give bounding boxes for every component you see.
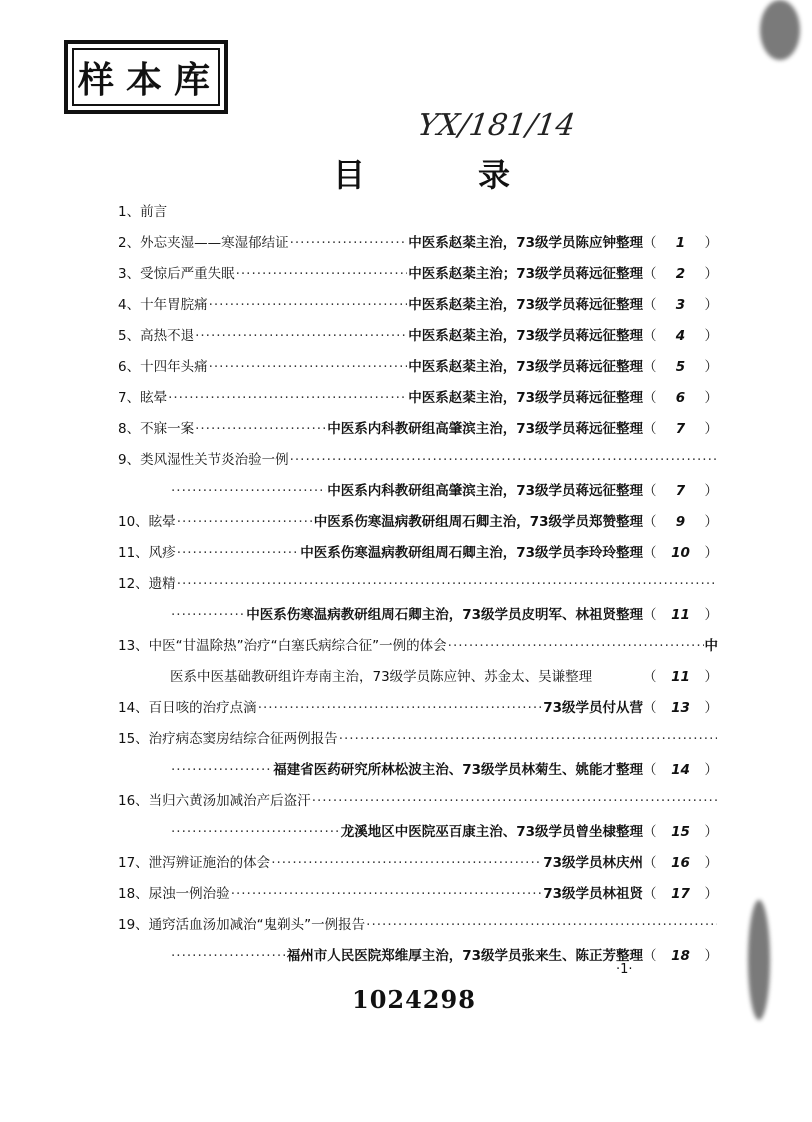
- toc-page-ref: （ 4 ）: [643, 328, 718, 344]
- dot-leader: [171, 607, 245, 623]
- page-number-ref: 16: [671, 855, 690, 871]
- toc-entry: [118, 665, 718, 696]
- toc-entry-credit: 73级学员林庆州: [543, 855, 643, 871]
- toc-entry-title: 1、前言: [118, 204, 168, 220]
- toc-entry-credit: 中医系内科教研组高肇滨主治，73级学员蒋远征整理: [327, 421, 643, 437]
- dot-leader: [448, 638, 704, 654]
- dot-leader: [290, 235, 408, 251]
- toc-entry-title: 5、高热不退: [118, 328, 195, 344]
- toc-entry-title: 14、百日咳的治疗点滴: [118, 700, 257, 716]
- page-number-ref: 11: [671, 607, 690, 623]
- toc-entry-credit: 中医系赵棻主治；73级学员蒋远征整理: [408, 266, 643, 282]
- dot-leader: [171, 483, 326, 499]
- page-number-ref: 17: [671, 886, 690, 902]
- page-title-char: 录: [478, 156, 511, 194]
- toc-page-ref: （ 13 ）: [643, 700, 718, 716]
- toc-entry-title: 19、通窍活血汤加减治“鬼剃头”一例报告: [118, 917, 366, 933]
- dot-leader: [258, 700, 543, 716]
- toc-entry-title: 9、类风湿性关节炎治验一例: [118, 452, 289, 468]
- toc-entry-credit: 福建省医药研究所林松波主治、73级学员林菊生、姚能才整理: [273, 762, 643, 778]
- page-number-ref: 14: [671, 762, 690, 778]
- dot-leader: [339, 731, 717, 747]
- scan-smudge: [760, 0, 800, 60]
- page-number-ref: 15: [671, 824, 690, 840]
- toc-page-ref: （ 16 ）: [643, 855, 718, 871]
- toc-entry: [118, 510, 718, 541]
- toc-page-ref: （ 15 ）: [643, 824, 718, 840]
- toc-entry: [118, 386, 718, 417]
- toc-entry: [118, 572, 718, 603]
- toc-page-ref: （ 17 ）: [643, 886, 718, 902]
- toc-entry-credit: 中医系赵棻主治，73级学员蒋远征整理: [408, 359, 643, 375]
- stamp-char: 本: [125, 59, 166, 101]
- dot-leader: [195, 421, 326, 437]
- page-number-ref: 1: [675, 235, 686, 251]
- toc-entry: [118, 851, 718, 882]
- library-sample-stamp: [64, 40, 228, 114]
- dot-leader: [171, 824, 340, 840]
- toc-entry-credit: 福州市人民医院郑维厚主治，73级学员张来生、陈正芳整理: [286, 948, 643, 964]
- toc-entry: [118, 355, 718, 386]
- toc-entry-title: 17、泄泻辨证施治的体会: [118, 855, 271, 871]
- toc-entry: [118, 324, 718, 355]
- toc-entry-title: 12、遗精: [118, 576, 176, 592]
- toc-page-ref: （ 9 ）: [643, 514, 718, 530]
- toc-page-ref: （ 6 ）: [643, 390, 718, 406]
- dot-leader: [271, 855, 542, 871]
- dot-leader: [209, 359, 408, 375]
- toc-entry-credit: 73级学员付从营: [543, 700, 643, 716]
- toc-entry: [118, 262, 718, 293]
- dot-leader: [168, 390, 407, 406]
- page-number-ref: 6: [675, 390, 686, 406]
- toc-entry-title: 11、风疹: [118, 545, 176, 561]
- document-code: 1024298: [352, 985, 476, 1014]
- page-title-char: 目: [333, 156, 366, 194]
- toc-entry: [118, 417, 718, 448]
- toc-entry-credit: 中医系内科教研组高肇滨主治，73级学员蒋远征整理: [327, 483, 643, 499]
- toc-entry: [118, 789, 718, 820]
- toc-entry-title: 18、尿浊一例治验: [118, 886, 230, 902]
- toc-entry: [118, 727, 718, 758]
- toc-entry: [118, 820, 718, 851]
- toc-page-ref: （ 10 ）: [643, 545, 718, 561]
- toc-entry-title: 2、外忘夹湿——寒湿郁结证: [118, 235, 289, 251]
- toc-entry: [118, 603, 718, 634]
- dot-leader: [209, 297, 408, 313]
- toc-entry: [118, 448, 718, 479]
- page-number-ref: 7: [675, 421, 686, 437]
- toc-entry: [118, 541, 718, 572]
- toc-entry-title: 15、治疗病态窦房结综合征两例报告: [118, 731, 338, 747]
- toc-entry-credit: 中: [704, 638, 718, 654]
- page-number-ref: 13: [671, 700, 690, 716]
- toc-entry-credit: 73级学员林祖贤: [543, 886, 643, 902]
- toc-page-ref: （ 7 ）: [643, 483, 718, 499]
- stamp-char: 库: [173, 59, 214, 101]
- toc-entry: [118, 231, 718, 262]
- page-number: ·1·: [616, 962, 633, 977]
- toc-page-ref: （ 18 ）: [643, 948, 718, 964]
- toc-entry-credit: 中医系赵棻主治，73级学员蒋远征整理: [408, 390, 643, 406]
- page-number-ref: 2: [675, 266, 686, 282]
- toc-entry-title: 6、十四年头痛: [118, 359, 208, 375]
- toc-entry: [118, 758, 718, 789]
- dot-leader: [290, 452, 717, 468]
- toc-entry: [118, 293, 718, 324]
- toc-entry-credit: 中医系伤寒温病教研组周石卿主治，73级学员皮明军、林祖贤整理: [246, 607, 643, 623]
- dot-leader: [195, 328, 407, 344]
- toc-entry: [118, 882, 718, 913]
- toc-page-ref: （ 3 ）: [643, 297, 718, 313]
- toc-entry-title: 医系中医基础教研组许寿南主治，73级学员陈应钟、苏金太、吴谦整理: [170, 669, 593, 685]
- toc-entry-credit: 中医系赵棻主治，73级学员蒋远征整理: [408, 328, 643, 344]
- toc-page-ref: （ 11 ）: [643, 669, 718, 685]
- dot-leader: [171, 762, 272, 778]
- table-of-contents: [118, 200, 718, 975]
- toc-entry-credit: 中医系赵棻主治，73级学员陈应钟整理: [408, 235, 643, 251]
- page-number-ref: 4: [675, 328, 686, 344]
- scan-smudge: [748, 900, 770, 1020]
- toc-entry-credit: 中医系赵棻主治，73级学员蒋远征整理: [408, 297, 643, 313]
- toc-page-ref: （ 2 ）: [643, 266, 718, 282]
- page-number-ref: 18: [671, 948, 690, 964]
- dot-leader: [231, 886, 543, 902]
- toc-entry-credit: 中医系伤寒温病教研组周石卿主治，73级学员郑赞整理: [313, 514, 643, 530]
- dot-leader: [236, 266, 408, 282]
- dot-leader: [177, 576, 717, 592]
- toc-entry: [118, 634, 718, 665]
- toc-entry: [118, 913, 718, 944]
- handwritten-catalog-code: YX/181/14: [415, 108, 578, 143]
- page-number-ref: 10: [671, 545, 690, 561]
- toc-entry: [118, 696, 718, 727]
- toc-page-ref: （ 1 ）: [643, 235, 718, 251]
- toc-page-ref: （ 14 ）: [643, 762, 718, 778]
- dot-leader: [171, 948, 286, 964]
- page-number-ref: 9: [675, 514, 686, 530]
- page-number-ref: 7: [675, 483, 686, 499]
- stamp-char: 样: [77, 59, 118, 101]
- dot-leader: [177, 545, 300, 561]
- toc-entry: [118, 479, 718, 510]
- toc-entry-title: 16、当归六黄汤加减治产后盗汗: [118, 793, 311, 809]
- toc-entry-credit: 中医系伤寒温病教研组周石卿主治，73级学员李玲玲整理: [300, 545, 643, 561]
- toc-entry-title: 7、眩晕: [118, 390, 168, 406]
- toc-page-ref: （ 5 ）: [643, 359, 718, 375]
- toc-entry-title: 13、中医“甘温除热”治疗“白塞氏病综合征”一例的体会: [118, 638, 447, 654]
- toc-entry: [118, 200, 718, 231]
- toc-entry-title: 4、十年胃脘痛: [118, 297, 208, 313]
- toc-page-ref: （ 7 ）: [643, 421, 718, 437]
- dot-leader: [312, 793, 717, 809]
- dot-leader: [366, 917, 717, 933]
- toc-page-ref: （ 11 ）: [643, 607, 718, 623]
- dot-leader: [177, 514, 313, 530]
- toc-entry-title: 8、不寐一案: [118, 421, 195, 437]
- toc-entry-title: 10、眩晕: [118, 514, 176, 530]
- page-number-ref: 11: [671, 669, 690, 685]
- page-number-ref: 5: [675, 359, 686, 375]
- toc-entry-title: 3、受惊后严重失眠: [118, 266, 235, 282]
- page-number-ref: 3: [675, 297, 686, 313]
- toc-entry-credit: 龙溪地区中医院巫百康主治、73级学员曾坐棣整理: [340, 824, 643, 840]
